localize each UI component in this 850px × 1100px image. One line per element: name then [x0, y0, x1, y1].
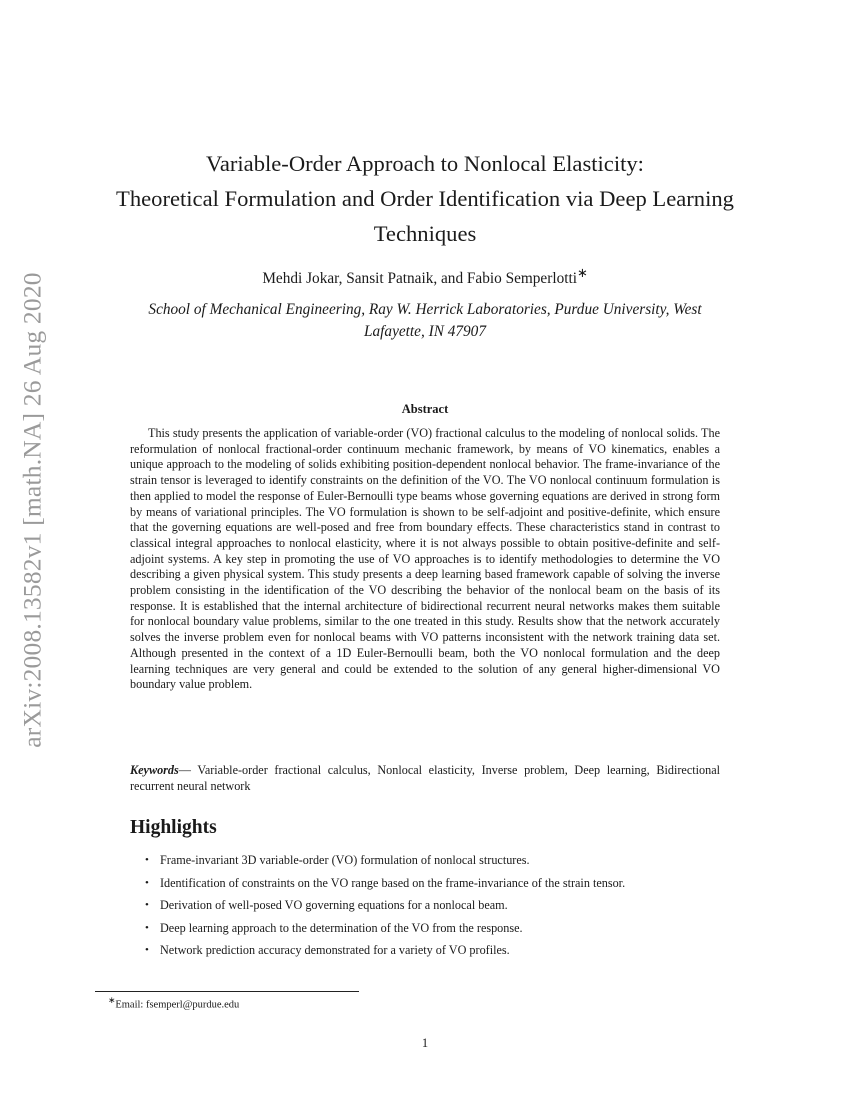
affiliation-line-2: Lafayette, IN 47907: [364, 323, 486, 340]
footnote: [108, 995, 239, 1011]
title-line-2: Theoretical Formulation and Order Identification via Deep Learning: [116, 186, 734, 211]
title-line-3: Techniques: [373, 221, 477, 246]
page-number: 1: [421, 1036, 429, 1050]
highlight-item: • Deep learning approach to the determination of the VO from the response.: [145, 920, 523, 935]
footnote-mark: ∗: [108, 995, 116, 1005]
author-names: Mehdi Jokar, Sansit Patnaik, and Fabio Semperlotti: [262, 270, 577, 288]
bullet-icon: •: [145, 921, 149, 934]
keywords-section: [130, 762, 720, 794]
bullet-icon: •: [145, 944, 149, 957]
highlight-item: • Frame-invariant 3D variable-order (VO) formulation of nonlocal structures.: [145, 853, 530, 867]
keywords-label: Keywords: [130, 763, 179, 777]
bullet-icon: •: [145, 899, 149, 912]
author-list: [90, 263, 760, 289]
highlight-item: • Identification of constraints on the VO range based on the frame-invariance of the strain tensor.: [145, 875, 626, 890]
footnote-divider: [95, 991, 359, 992]
bullet-icon: •: [145, 854, 149, 866]
arxiv-identifier-stamp: [11, 240, 55, 780]
highlight-item: • Network prediction accuracy demonstrated for a variety of VO profiles.: [145, 943, 510, 958]
highlights-heading: Highlights: [130, 817, 217, 838]
affiliation: [90, 299, 760, 343]
title-line-1: Variable-Order Approach to Nonlocal Elasticity:: [206, 151, 644, 176]
keywords-separator: —: [178, 763, 198, 777]
arxiv-identifier-text: arXiv:2008.13582v1 [math.NA] 26 Aug 2020: [18, 272, 47, 748]
affiliation-line-1: School of Mechanical Engineering, Ray W. Herrick Laboratories, Purdue University, West: [148, 301, 702, 318]
corresponding-author-mark: ∗: [576, 266, 588, 280]
paper-title: [90, 146, 760, 251]
abstract-body: This study presents the application of variable-order (VO) fractional calculus to the modeling of nonlocal solids. The reformulation of nonlocal fractional-order continuum mechanic framework, by means of VO kinematics, enables a unique approach to the modeling of solids exhibiting position-dependent nonlocal behavior. The frame-invariance of the strain tensor is leveraged to identify constraints on the definition of the VO. The VO nonlocal continuum formulation is then applied to model the response of Euler-Bernoulli type beams whose governing equations are derived in strong form by means of variational principles. The VO formulation is shown to be self-adjoint and positive-definite, which ensure that the governing equations are well-posed and free from boundary effects. These characteristics stand in contrast to classical integral approaches to nonlocal elasticity, where it is not always possible to obtain positive-definite and self-adjoint systems. A key step in promoting the use of VO approaches is to identify methodologies to determine the VO describing a given physical system. This study presents a deep learning based framework capable of solving the inverse problem consisting in the identification of the VO describing the behavior of the nonlocal beam on the basis of its response. It is established that the internal architecture of bidirectional recurrent neural networks makes them suitable for nonlocal boundary value problems, similar to the one treated in this study. Results show that the network accurately solves the inverse problem even for nonlocal beams with VO patterns inconsistent with the network training data set. Although presented in the context of a 1D Euler-Bernoulli beam, both the VO nonlocal formulation and the deep learning techniques are very general and could be extended to the solution of any general higher-dimensional VO boundary value problem.: [130, 426, 720, 692]
keywords-text: Variable-order fractional calculus, Nonlocal elasticity, Inverse problem, Deep learning, Bidirectional recurrent neural network: [130, 763, 720, 793]
highlights-list: [145, 852, 745, 965]
highlight-item: • Derivation of well-posed VO governing equations for a nonlocal beam.: [145, 898, 508, 913]
abstract-heading: Abstract: [401, 402, 449, 416]
bullet-icon: •: [145, 876, 149, 889]
footnote-email: Email: fsemperl@purdue.edu: [115, 999, 240, 1011]
